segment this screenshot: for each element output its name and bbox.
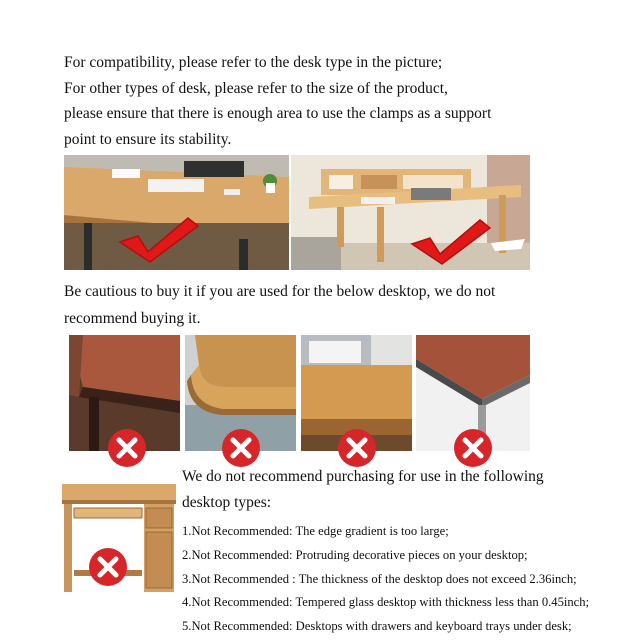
warning-line: desktop types: [182,494,272,511]
warning-text [182,464,632,516]
list-item: 2.Not Recommended: Protruding decorative pieces on your desktop; [182,547,528,562]
list-item: 4.Not Recommended: Tempered glass desktop with thickness less than 0.45inch; [182,595,590,610]
red-x-circle-icon [107,428,147,468]
red-x-circle-icon [453,428,493,468]
intro-text [64,50,624,152]
red-checkmark-icon [116,212,200,264]
caution-line: Be cautious to buy it if you are used for the below desktop, we do not [64,283,496,300]
intro-line: For compatibility, please refer to the desk type in the picture; [64,54,443,71]
red-x-circle-icon [88,547,128,587]
list-item: 1.Not Recommended: The edge gradient is too large; [182,524,449,538]
intro-line: point to ensure its stability. [64,130,232,148]
caution-line: recommend buying it. [64,310,201,327]
red-checkmark-icon [408,214,492,266]
caution-text [64,278,634,332]
red-x-circle-icon [337,428,377,468]
not-recommended-list [182,520,638,639]
warning-line: We do not recommend purchasing for use in the following [182,468,544,485]
red-x-circle-icon [221,428,261,468]
list-item: 5.Not Recommended: Desktops with drawers and keyboard trays under desk; [182,619,572,634]
intro-line: please ensure that there is enough area to use the clamps as a support [64,105,492,122]
list-item: 3.Not Recommended : The thickness of the desktop does not exceed 2.36inch; [182,571,577,586]
intro-line: For other types of desk, please refer to the size of the product, [64,79,448,97]
